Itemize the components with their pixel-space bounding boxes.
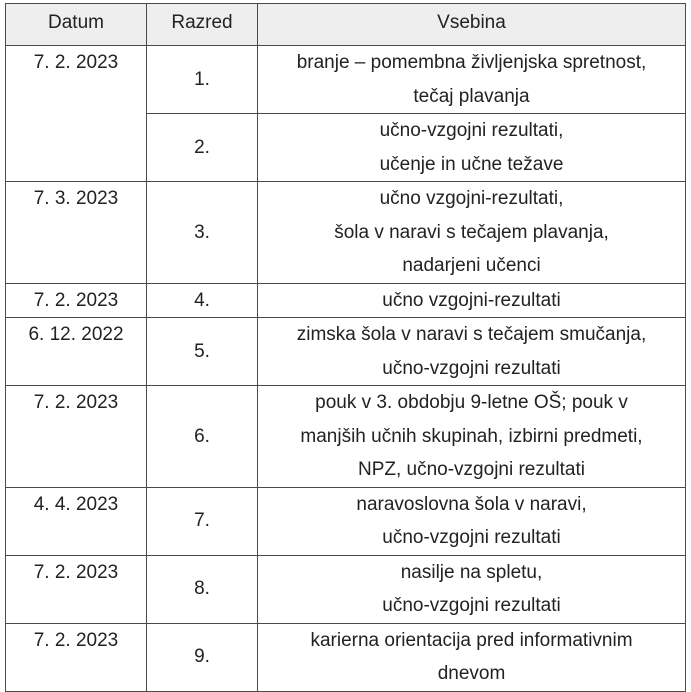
table-row (6, 283, 686, 318)
date-cell: 4. 4. 2023 (6, 487, 147, 555)
meeting-schedule-table (5, 3, 686, 692)
table-row (6, 386, 686, 488)
content-line: učno vzgojni-rezultati, (379, 188, 564, 209)
table-header-row (6, 4, 686, 46)
content-cell (258, 318, 686, 386)
content-cell (258, 46, 686, 114)
grade-cell: 5. (147, 318, 258, 386)
table-row (6, 487, 686, 555)
content-line: učno-vzgojni rezultati, (379, 120, 564, 141)
grade-cell: 2. (147, 114, 258, 182)
grade-cell: 3. (147, 182, 258, 284)
grade-cell: 1. (147, 46, 258, 114)
date-cell: 7. 2. 2023 (6, 555, 147, 623)
content-line: karierna orientacija pred informativnim (310, 629, 633, 651)
content-line: pouk v 3. obdobju 9-letne OŠ; pouk v (315, 392, 628, 413)
content-cell (258, 623, 686, 691)
content-cell (258, 182, 686, 284)
table-row (6, 555, 686, 623)
content-line: dnevom (437, 663, 506, 684)
column-header-vsebina: Vsebina (258, 4, 686, 46)
grade-cell: 6. (147, 386, 258, 488)
date-cell: 7. 2. 2023 (6, 623, 147, 691)
content-cell (258, 386, 686, 488)
content-line: učno vzgojni-rezultati (382, 289, 561, 311)
content-line: zimska šola v naravi s tečajem smučanja, (296, 324, 647, 345)
table-row (6, 623, 686, 691)
grade-cell: 7. (147, 487, 258, 555)
content-line: učno-vzgojni rezultati (382, 357, 561, 379)
content-line: branje – pomembna življenjska spretnost, (296, 52, 647, 73)
table-row (6, 182, 686, 284)
content-line: učno-vzgojni rezultati (382, 527, 561, 548)
date-cell: 7. 2. 2023 (6, 386, 147, 488)
content-line: manjših učnih skupinah, izbirni predmeti, (300, 425, 643, 447)
grade-cell: 4. (147, 283, 258, 318)
content-line: nasilje na spletu, (400, 561, 543, 583)
content-line: učenje in učne težave (379, 153, 564, 175)
content-line: učno-vzgojni rezultati (382, 595, 561, 616)
date-cell: 7. 3. 2023 (6, 182, 147, 284)
table-row (6, 318, 686, 386)
content-line: šola v naravi s tečajem plavanja, (334, 221, 609, 243)
content-line: NPZ, učno-vzgojni rezultati (357, 459, 586, 480)
date-cell: 6. 12. 2022 (6, 318, 147, 386)
content-cell (258, 555, 686, 623)
column-header-datum: Datum (6, 4, 147, 46)
date-cell: 7. 2. 2023 (6, 283, 147, 318)
content-cell (258, 283, 686, 318)
content-line: tečaj plavanja (413, 85, 530, 107)
content-line: nadarjeni učenci (402, 255, 541, 276)
content-line: naravoslovna šola v naravi, (356, 493, 587, 515)
date-cell: 7. 2. 2023 (6, 46, 147, 182)
table-row (6, 46, 686, 114)
grade-cell: 8. (147, 555, 258, 623)
content-cell (258, 114, 686, 182)
grade-cell: 9. (147, 623, 258, 691)
content-cell (258, 487, 686, 555)
column-header-razred: Razred (147, 4, 258, 46)
